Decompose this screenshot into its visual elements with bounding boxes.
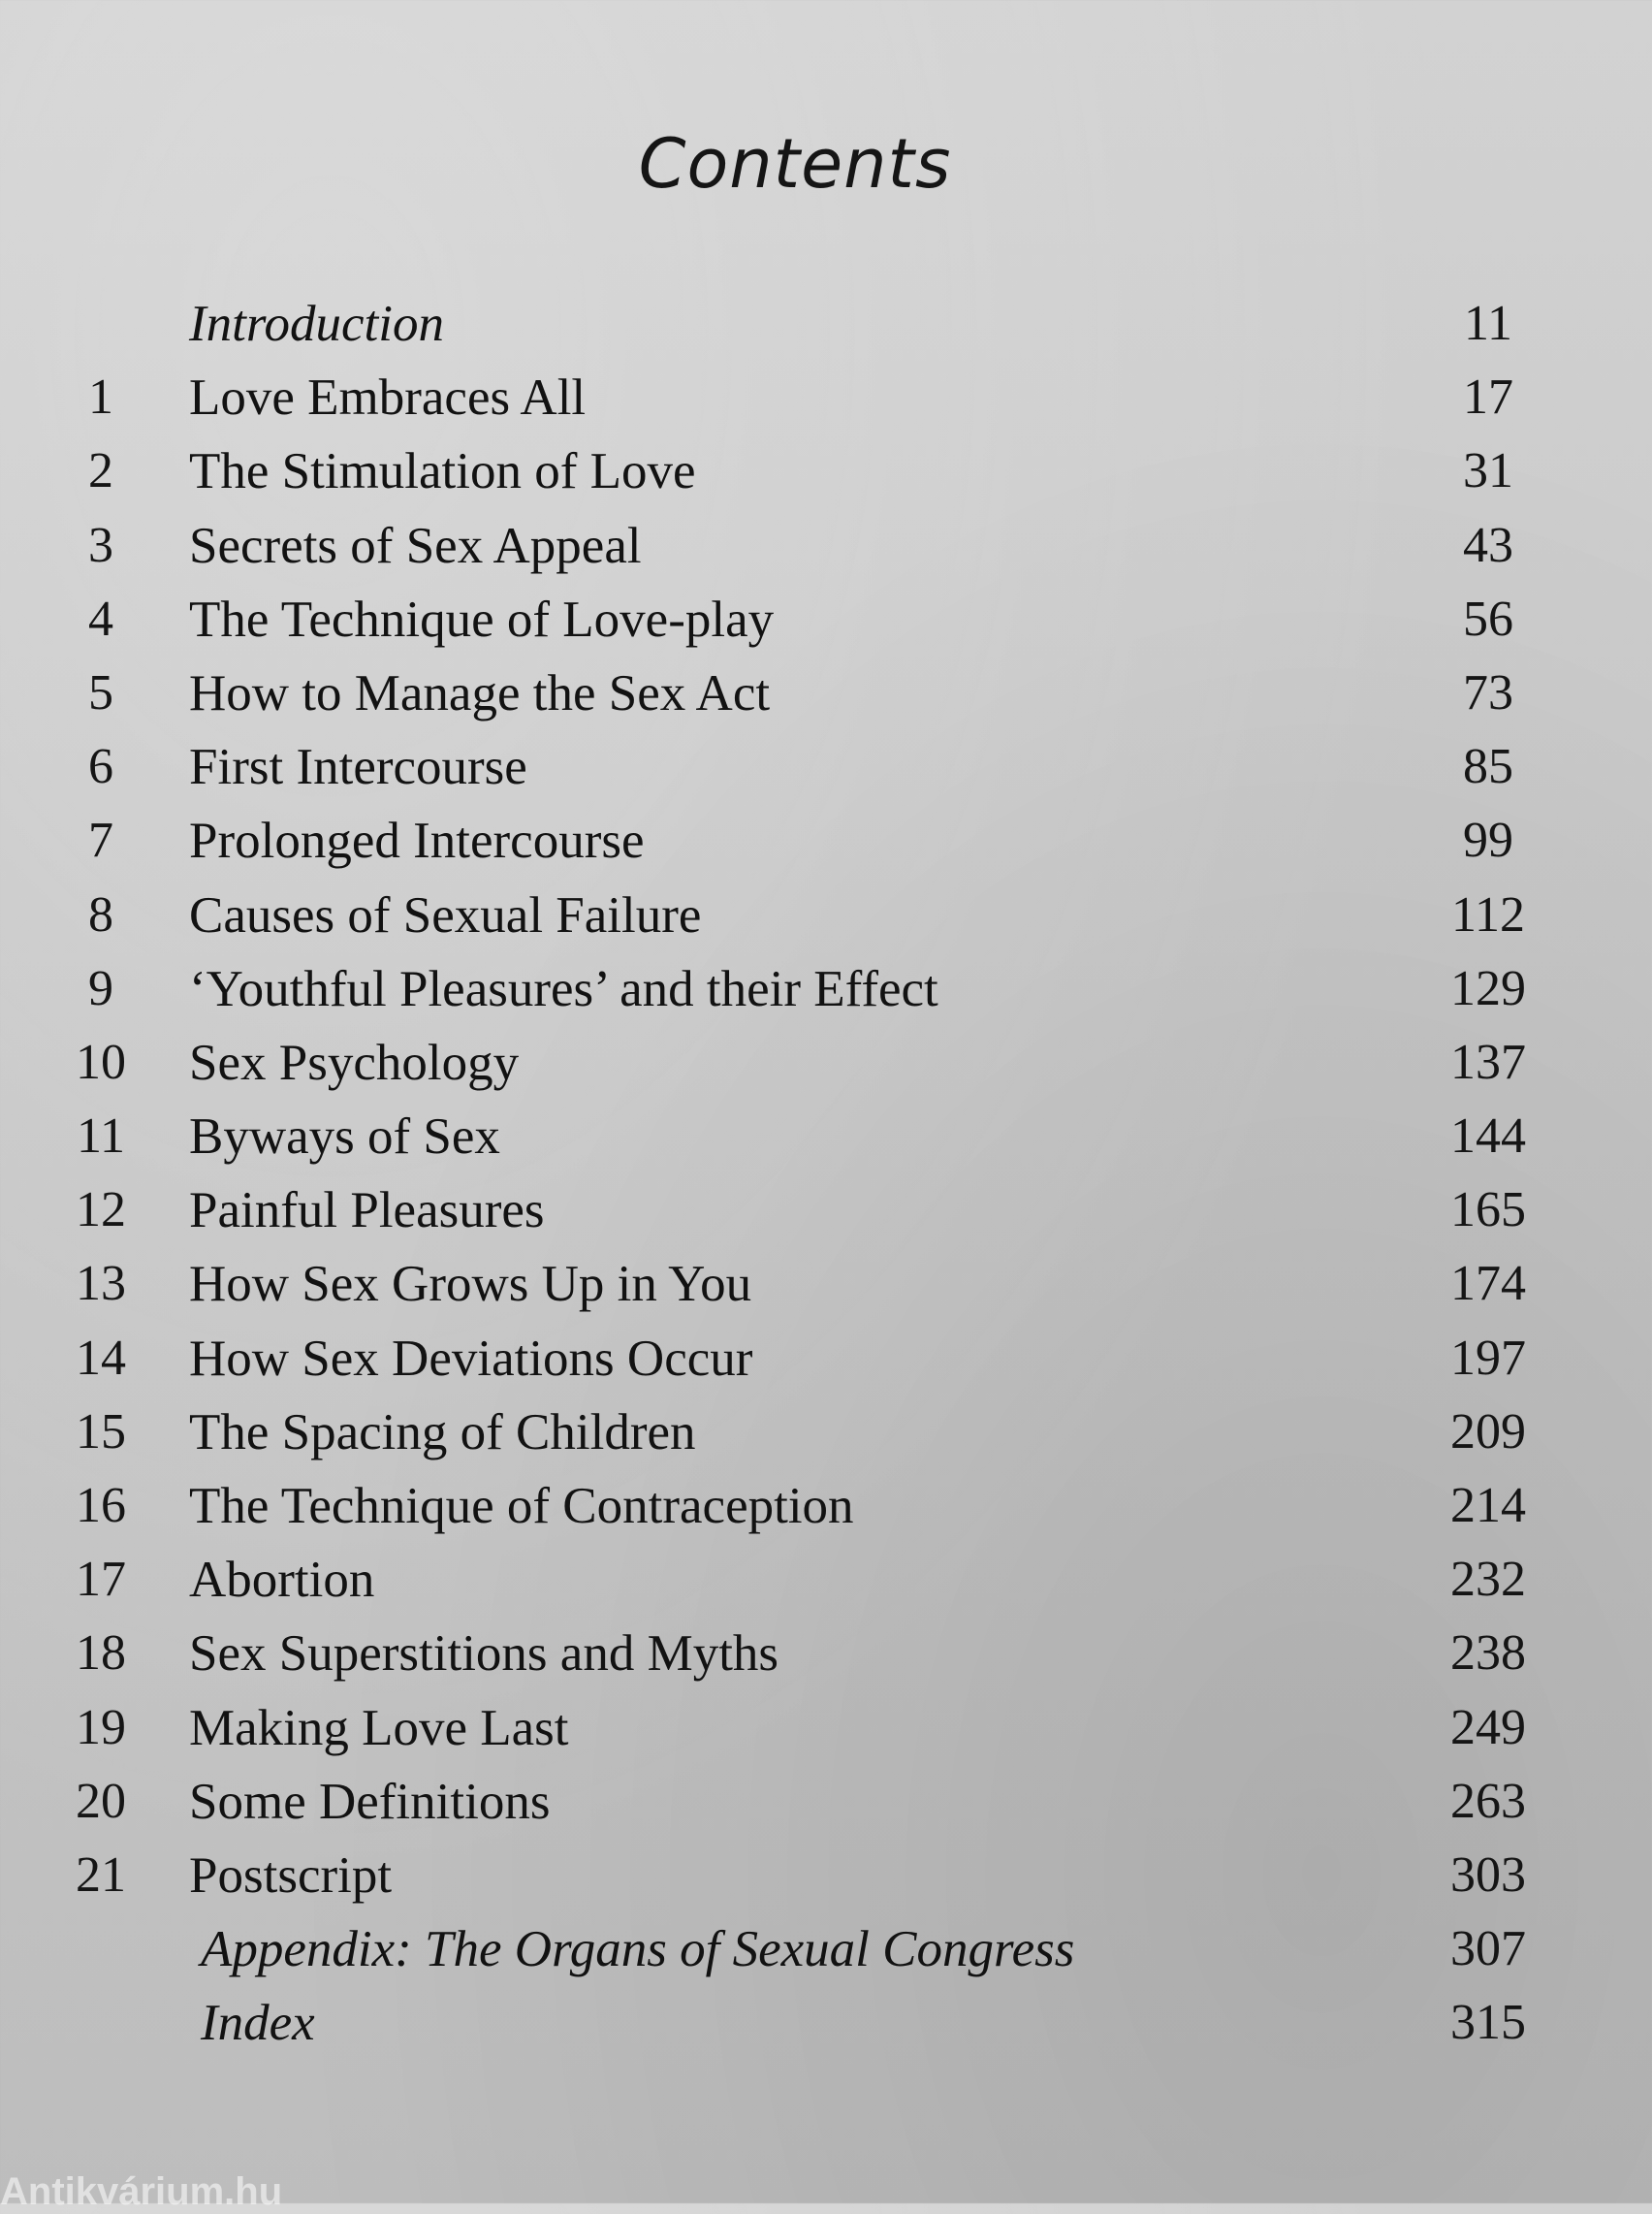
page-number: 197 xyxy=(1450,1330,1526,1386)
chapter-title: Abortion xyxy=(189,1552,375,1609)
toc-entry xyxy=(0,583,1652,657)
page-number: 31 xyxy=(1463,443,1513,499)
page-number: 214 xyxy=(1450,1478,1526,1533)
chapter-title: The Technique of Love-play xyxy=(189,591,775,648)
page-number: 263 xyxy=(1450,1773,1526,1829)
chapter-title: The Stimulation of Love xyxy=(189,443,696,500)
chapter-title: Introduction xyxy=(189,296,445,352)
chapter-title: First Intercourse xyxy=(189,739,527,796)
chapter-title: Secrets of Sex Appeal xyxy=(189,517,642,574)
page-number: 17 xyxy=(1463,369,1513,426)
toc-entry xyxy=(0,1839,1652,1912)
toc-entry xyxy=(0,1691,1652,1765)
toc-entry xyxy=(0,361,1652,434)
toc-entry xyxy=(0,804,1652,878)
chapter-title: How to Manage the Sex Act xyxy=(189,664,771,722)
chapter-title: ‘Youthful Pleasures’ and their Effect xyxy=(189,960,938,1017)
toc-entry xyxy=(0,1396,1652,1469)
toc-entry xyxy=(0,657,1652,730)
chapter-number: 17 xyxy=(76,1552,126,1608)
page-number: 303 xyxy=(1450,1846,1526,1903)
page-number: 137 xyxy=(1450,1034,1526,1090)
page-number: 307 xyxy=(1450,1921,1526,1977)
page-number: 11 xyxy=(1463,296,1513,351)
chapter-number: 6 xyxy=(88,739,113,795)
chapter-number: 9 xyxy=(88,960,113,1016)
toc-entry xyxy=(0,952,1652,1026)
chapter-number: 15 xyxy=(76,1403,126,1460)
page-number: 85 xyxy=(1463,739,1513,795)
chapter-title: Prolonged Intercourse xyxy=(189,813,645,870)
chapter-number: 14 xyxy=(76,1330,126,1386)
page-number: 209 xyxy=(1450,1403,1526,1460)
chapter-title: Painful Pleasures xyxy=(189,1182,545,1239)
chapter-number: 19 xyxy=(76,1699,126,1755)
page-number: 129 xyxy=(1450,960,1526,1016)
toc-entry xyxy=(0,1247,1652,1321)
toc-entry xyxy=(0,730,1652,804)
chapter-title: Postscript xyxy=(189,1846,393,1904)
page-number: 315 xyxy=(1450,1995,1526,2051)
chapter-number: 12 xyxy=(76,1182,126,1238)
chapter-title: How Sex Deviations Occur xyxy=(189,1330,753,1387)
chapter-number: 4 xyxy=(88,591,113,647)
chapter-title: The Spacing of Children xyxy=(189,1403,696,1460)
page-number: 56 xyxy=(1463,591,1513,647)
toc-entry xyxy=(0,1026,1652,1100)
chapter-title: Love Embraces All xyxy=(189,369,587,427)
toc-entry xyxy=(0,1617,1652,1690)
watermark: Antikvárium.hu xyxy=(0,2170,283,2213)
toc-entry xyxy=(0,509,1652,583)
chapter-number: 10 xyxy=(76,1034,126,1090)
toc-entry xyxy=(0,1912,1652,1986)
toc-entry xyxy=(0,1765,1652,1839)
toc-entry xyxy=(0,1322,1652,1396)
chapter-number: 3 xyxy=(88,517,113,573)
page-number: 165 xyxy=(1450,1182,1526,1238)
chapter-number: 16 xyxy=(76,1478,126,1533)
toc-entry xyxy=(0,1986,1652,2060)
page-number: 144 xyxy=(1450,1108,1526,1165)
chapter-title: Some Definitions xyxy=(189,1773,551,1830)
chapter-title: Byways of Sex xyxy=(189,1108,500,1166)
page-number: 238 xyxy=(1450,1625,1526,1682)
chapter-title: The Technique of Contraception xyxy=(189,1478,854,1534)
table-of-contents xyxy=(0,287,1652,2061)
chapter-number: 1 xyxy=(88,369,113,426)
chapter-number: 8 xyxy=(88,886,113,943)
chapter-title: Index xyxy=(201,1995,315,2052)
chapter-number: 13 xyxy=(76,1256,126,1312)
chapter-title: Sex Psychology xyxy=(189,1034,520,1091)
chapter-number: 5 xyxy=(88,664,113,721)
chapter-number: 7 xyxy=(88,813,113,869)
chapter-title: Making Love Last xyxy=(189,1699,569,1756)
page-title: Contents xyxy=(638,124,952,204)
chapter-number: 2 xyxy=(88,443,113,499)
toc-entry xyxy=(0,1173,1652,1247)
page-number: 73 xyxy=(1463,664,1513,721)
toc-entry xyxy=(0,434,1652,508)
toc-entry xyxy=(0,1469,1652,1543)
page-number: 249 xyxy=(1450,1699,1526,1755)
chapter-title: How Sex Grows Up in You xyxy=(189,1256,752,1313)
chapter-number: 11 xyxy=(76,1108,126,1165)
toc-entry xyxy=(0,879,1652,952)
chapter-number: 18 xyxy=(76,1625,126,1682)
page-number: 99 xyxy=(1463,813,1513,869)
toc-entry xyxy=(0,1100,1652,1173)
chapter-title: Causes of Sexual Failure xyxy=(189,886,702,944)
chapter-title: Sex Superstitions and Myths xyxy=(189,1625,779,1683)
toc-entry xyxy=(0,287,1652,361)
chapter-number: 20 xyxy=(76,1773,126,1829)
page-number: 112 xyxy=(1450,886,1526,943)
chapter-number: 21 xyxy=(76,1846,126,1903)
page-number: 174 xyxy=(1450,1256,1526,1312)
page-number: 43 xyxy=(1463,517,1513,573)
page-number: 232 xyxy=(1450,1552,1526,1608)
toc-entry xyxy=(0,1543,1652,1617)
chapter-title: Appendix: The Organs of Sexual Congress xyxy=(201,1921,1075,1978)
